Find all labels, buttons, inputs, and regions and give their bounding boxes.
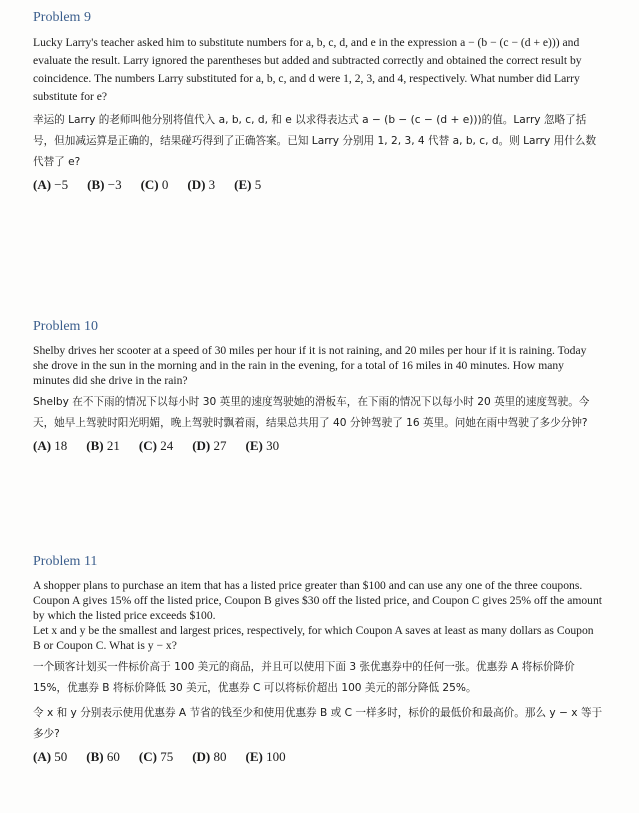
choice-d: (D) 80 — [192, 749, 227, 764]
choice-e: (E) 30 — [245, 438, 280, 453]
problem-statement-zh: 一个顾客计划买一件标价高于 100 美元的商品，并且可以使用下面 3 张优惠券中的任何一张。优惠券 A 将标价降价 15%，优惠券 B 将标价降低 30 美元，优惠券 C 可以将标价超出 100 美元的部分降低 25%。 — [33, 661, 575, 694]
problem-statement-zh-2: 令 x 和 y 分别表示使用优惠券 A 节省的钱至少和使用优惠券 B 或 C 一样多时，标价的最低价和最高价。那么 y − x 等于多少? — [33, 707, 603, 740]
problem-statement-zh: Shelby 在不下雨的情况下以每小时 30 英里的速度驾驶她的滑板车，在下雨的情况下以每小时 20 英里的速度驾驶。今天，她早上驾驶时阳光明媚，晚上驾驶时飘着雨，结果总共用了 40 分钟驾驶了 16 英里。问她在雨中驾驶了多少分钟? — [33, 396, 590, 429]
choice-a: (A) 18 — [33, 438, 68, 453]
choice-b: (B) 60 — [86, 749, 120, 764]
choice-a: (A) 50 — [33, 749, 68, 764]
problem-statement-en-2: Let x and y be the smallest and largest prices, respectively, for which Coupon A saves at least as many dollars as Coupon B or Coupon C. What is y − x? — [33, 624, 594, 652]
problem-title: Problem 9 — [33, 10, 91, 25]
choice-c: (C) 0 — [140, 177, 169, 192]
choice-d: (D) 3 — [187, 177, 216, 192]
choice-c: (C) 75 — [138, 749, 174, 764]
answer-choices — [33, 749, 603, 765]
problem-10 — [33, 319, 603, 454]
choice-b: (B) 21 — [86, 438, 120, 453]
problem-statement-en: A shopper plans to purchase an item that has a listed price greater than $100 and can use any one of the three coupons. Coupon A gives 15% off the listed price, Coupon B gives $30 off the listed price, and Coupon C gives 25% off the amount by which the listed price exceeds $100. — [33, 579, 602, 622]
choice-c: (C) 24 — [138, 438, 174, 453]
answer-choices — [33, 177, 603, 193]
choice-e: (E) 5 — [234, 177, 262, 192]
problem-statement-en: Lucky Larry's teacher asked him to substitute numbers for a, b, c, d, and e in the expression a − (b − (c − (d + e))) and evaluate the result. Larry ignored the parentheses but added and subtracted correctly and obtained the correct result by coincidence. The numbers Larry substituted for a, b, c, and d were 1, 2, 3, and 4, respectively. What number did Larry substitute for e? — [33, 36, 582, 103]
problem-11 — [33, 554, 603, 765]
choice-b: (B) −3 — [87, 177, 122, 192]
choice-e: (E) 100 — [245, 749, 286, 764]
problem-9 — [33, 10, 603, 193]
choice-a: (A) −5 — [33, 177, 69, 192]
answer-choices — [33, 438, 603, 454]
problem-statement-zh: 幸运的 Larry 的老师叫他分别将值代入 a, b, c, d, 和 e 以求得表达式 a − (b − (c − (d + e)))的值。Larry 忽略了括号，但加减运算是正确的，结果碰巧得到了正确答案。已知 Larry 分别用 1, 2, 3, 4 代替 a, b, c, d。则 Larry 用什么数代替了 e? — [33, 114, 597, 168]
problem-title: Problem 10 — [33, 319, 98, 334]
problem-statement-en: Shelby drives her scooter at a speed of 30 miles per hour if it is not raining, and 20 miles per hour if it is raining. Today she drove in the sun in the morning and in the rain in the evening, for a total of 16 miles in 40 minutes. How many minutes did she drive in the rain? — [33, 344, 587, 387]
choice-d: (D) 27 — [192, 438, 227, 453]
problem-title: Problem 11 — [33, 554, 98, 569]
